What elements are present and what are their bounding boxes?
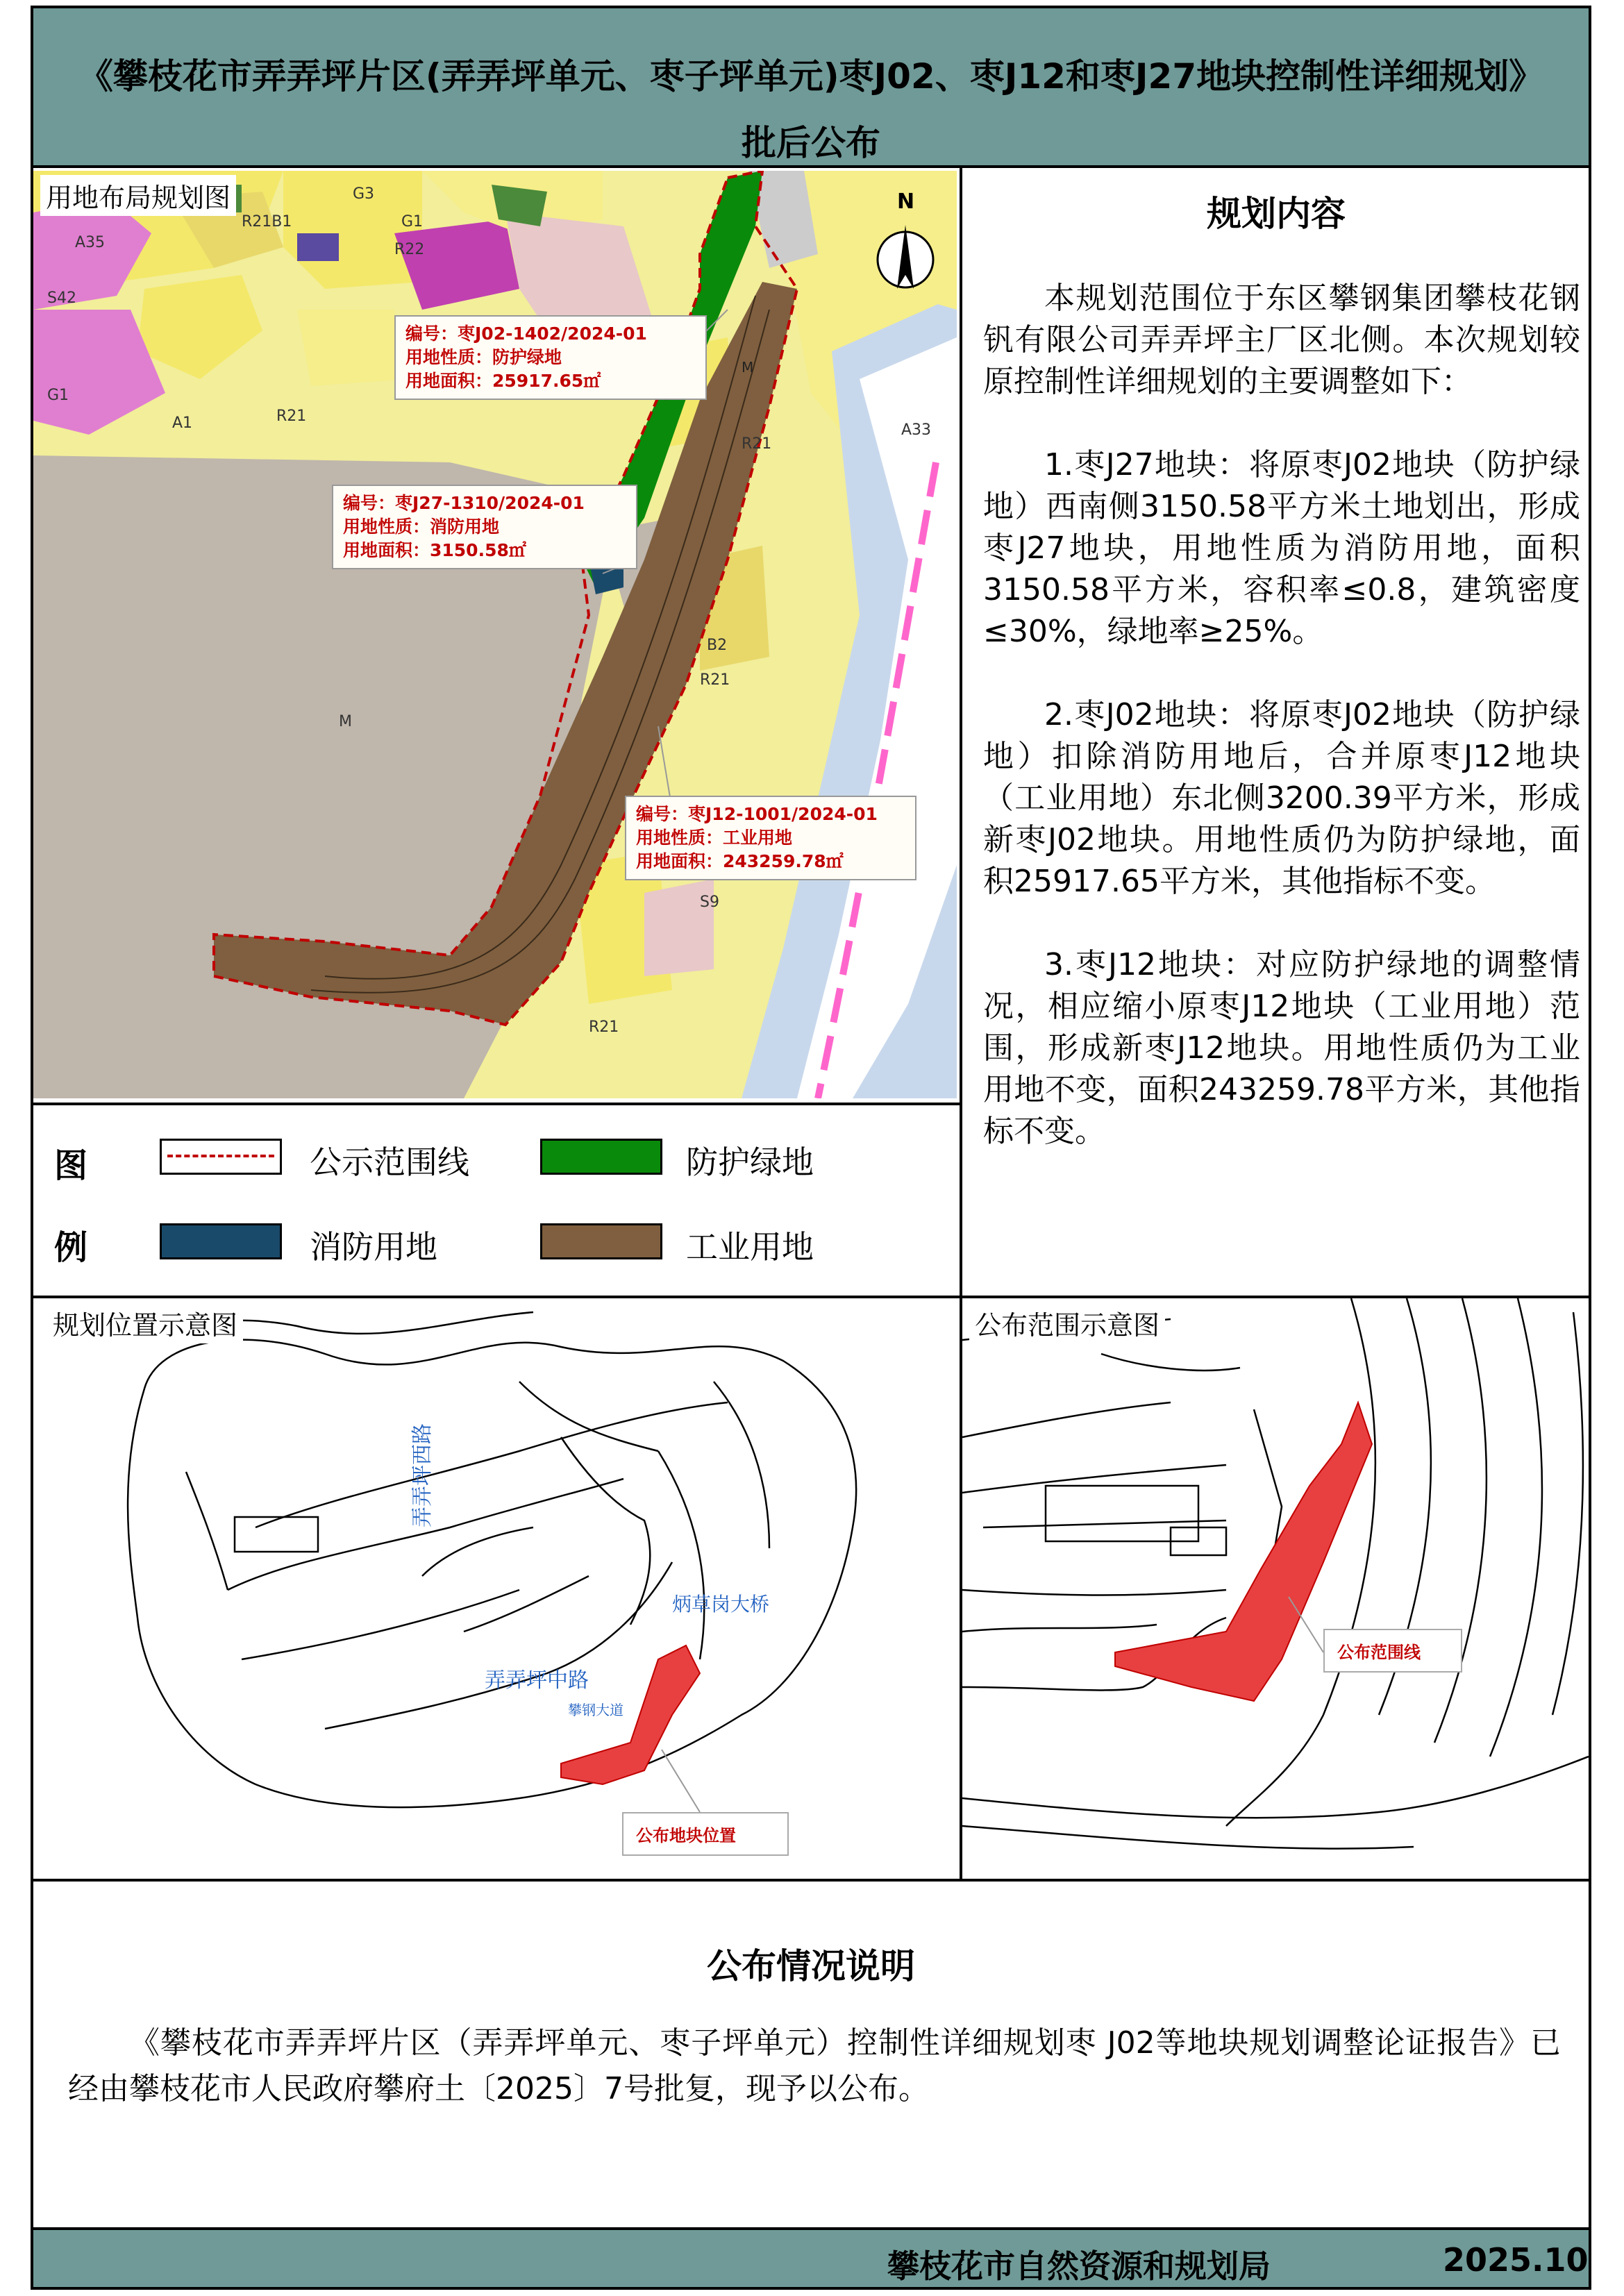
land-use-map-graphic	[33, 171, 957, 1098]
planning-content	[964, 171, 1589, 1296]
zone-code: R21	[700, 671, 730, 689]
legend-swatch-green	[540, 1139, 662, 1175]
content-heading: 规划内容	[1207, 194, 1346, 234]
scope-map-graphic	[962, 1298, 1589, 1879]
zone-code: R21B1	[242, 213, 292, 231]
footer-org: 攀枝花市自然资源和规划局	[887, 2247, 1271, 2285]
publication-section	[33, 1882, 1589, 2229]
content-paragraph-j12: 3.枣J12地块：对应防护绿地的调整情况，相应缩小原枣J12地块（工业用地）范围，形成新枣J12地块。用地性质仍为工业用地不变，面积243259.78平方米，其他指标不变。	[983, 947, 1580, 1149]
zone-code: G1	[47, 387, 69, 404]
zone-code: G1	[401, 213, 424, 231]
zone-code: A35	[75, 234, 106, 251]
zone-code: A1	[172, 414, 193, 432]
callout-j12: 编号：枣J12-1001/2024-01 用地性质：工业用地 用地面积：243259.78㎡	[625, 796, 916, 880]
callout-j02: 编号：枣J02-1402/2024-01 用地性质：防护绿地 用地面积：25917.65㎡	[394, 315, 707, 400]
location-map-label: 规划位置示意图	[47, 1302, 243, 1343]
location-map-tag: 公布地块位置	[622, 1812, 789, 1856]
zone-code: B2	[707, 637, 728, 654]
legend	[33, 1109, 961, 1293]
scope-map	[962, 1298, 1589, 1879]
legend-swatch-fire	[160, 1223, 282, 1259]
legend-label-industrial: 工业用地	[686, 1228, 814, 1266]
land-use-map	[33, 171, 957, 1098]
zone-code: R21	[589, 1019, 619, 1036]
road-label-middle: 弄弄坪中路	[485, 1668, 589, 1693]
zone-code: R21	[742, 435, 772, 453]
road-label-bridge: 炳草岗大桥	[672, 1593, 770, 1616]
footer	[31, 2227, 1591, 2290]
content-paragraph-intro: 本规划范围位于东区攀钢集团攀枝花钢钒有限公司弄弄坪主厂区北侧。本次规划较原控制性详细规划的主要调整如下：	[983, 280, 1580, 399]
legend-title-top: 图	[54, 1146, 88, 1185]
divider-map-legend	[31, 1103, 962, 1105]
zone-code: A33	[901, 421, 932, 439]
zone-code: S9	[700, 894, 719, 911]
publication-text: 《攀枝花市弄弄坪片区（弄弄坪单元、枣子坪单元）控制性详细规划枣 J02等地块规划调整论证报告》已经由攀枝花市人民政府攀府土〔2025〕7号批复，现予以公布。	[68, 2025, 1561, 2106]
legend-swatch-boundary	[160, 1139, 282, 1175]
zone-code: R22	[394, 241, 425, 258]
land-use-map-label: 用地布局规划图	[40, 175, 236, 216]
scope-map-tag: 公布范围线	[1323, 1629, 1462, 1673]
north-label: N	[897, 190, 915, 214]
content-paragraph-j27: 1.枣J27地块：将原枣J02地块（防护绿地）西南侧3150.58平方米土地划出，形成枣J27地块，用地性质为消防用地，面积3150.58平方米，容积率≤0.8，建筑密度≤30%，绿地率≥25%。	[983, 447, 1580, 649]
legend-label-fire: 消防用地	[310, 1228, 437, 1266]
location-map	[33, 1298, 960, 1879]
zone-code: R21	[276, 408, 307, 425]
footer-date: 2025.10	[1443, 2241, 1589, 2279]
header	[31, 6, 1591, 168]
page-title: 《攀枝花市弄弄坪片区(弄弄坪单元、枣子坪单元)枣J02、枣J12和枣J27地块控制性详细规划》	[78, 56, 1544, 97]
zone-code: M	[339, 713, 352, 730]
road-label-west: 弄弄坪西路	[410, 1423, 435, 1527]
legend-label-boundary: 公示范围线	[310, 1143, 469, 1181]
zone-code: S42	[47, 290, 76, 307]
publication-heading: 公布情况说明	[707, 1946, 915, 1986]
road-label-pangang: 攀钢大道	[568, 1702, 623, 1718]
legend-swatch-industrial	[540, 1223, 662, 1259]
zone-code: M	[742, 359, 754, 376]
page-subtitle: 批后公布	[742, 123, 880, 163]
legend-label-green: 防护绿地	[686, 1143, 814, 1181]
callout-j27: 编号：枣J27-1310/2024-01 用地性质：消防用地 用地面积：3150.58㎡	[332, 485, 637, 569]
content-paragraph-j02: 2.枣J02地块：将原枣J02地块（防护绿地）扣除消防用地后，合并原枣J12地块（工业用地）东北侧3200.39平方米，形成新枣J02地块。用地性质仍为防护绿地，面积25917.65平方米，其他指标不变。	[983, 697, 1580, 899]
scope-map-label: 公布范围示意图	[969, 1302, 1165, 1343]
legend-title-bottom: 例	[54, 1228, 88, 1267]
location-map-graphic	[33, 1298, 960, 1879]
zone-code: G3	[353, 185, 375, 203]
